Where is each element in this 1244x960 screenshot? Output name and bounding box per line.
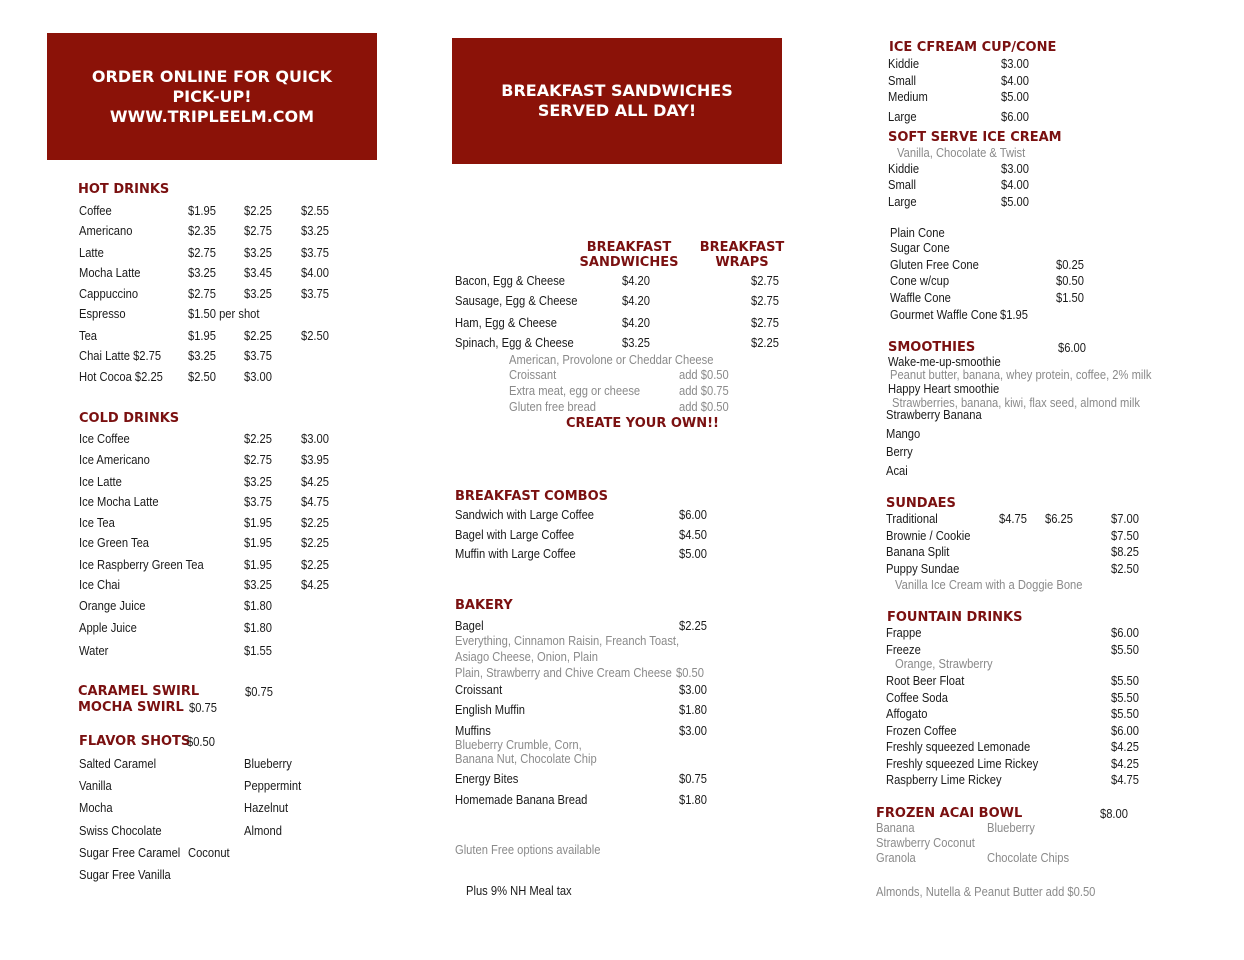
smoothie-desc: Peanut butter, banana, whey protein, coffee, 2% milk (890, 367, 1152, 382)
menu-item-name: Medium (888, 89, 928, 104)
banner-line: ORDER ONLINE FOR QUICK (91, 66, 333, 86)
menu-item-price: $2.50 (1111, 561, 1139, 576)
smoothie-desc: Strawberries, banana, kiwi, flax seed, almond milk (892, 395, 1140, 410)
menu-item-price: $6.00 (1111, 625, 1139, 640)
menu-item-price: $6.00 (1001, 109, 1029, 124)
menu-item-price: $3.00 (244, 369, 272, 384)
menu-item-name: Gluten Free Cone (890, 257, 979, 272)
menu-item-name: Plain Cone (890, 225, 945, 240)
menu-item-name: Freshly squeezed Lemonade (886, 739, 1031, 754)
flavor-item: Salted Caramel (79, 756, 157, 771)
menu-item-price: $3.00 (679, 682, 707, 697)
menu-item-price: $5.50 (1111, 673, 1139, 688)
menu-item-name: Americano (79, 223, 133, 238)
menu-item-price: $1.95 (244, 515, 272, 530)
acai-topping: Granola (876, 850, 916, 865)
addon-price: add $0.50 (679, 367, 729, 382)
menu-item-price: $1.80 (679, 702, 707, 717)
menu-item-price: $2.75 (751, 315, 779, 330)
menu-item-price: $1.50 per shot (188, 306, 260, 321)
menu-item-price: $2.35 (188, 223, 216, 238)
menu-item-price: $3.95 (301, 452, 329, 467)
menu-item-name: Muffins (455, 723, 491, 738)
menu-item-price: $3.25 (301, 223, 329, 238)
menu-item-name: Small (888, 73, 916, 88)
menu-item-name: Mango (886, 426, 921, 441)
menu-item-name: Brownie / Cookie (886, 528, 971, 543)
menu-item-price: $4.20 (622, 273, 650, 288)
flavor-item: Almond (244, 823, 282, 838)
menu-item-price: $1.55 (244, 643, 272, 658)
menu-item-price: $2.75 (751, 293, 779, 308)
menu-item-name: Traditional (886, 511, 938, 526)
menu-item-price: $2.50 (188, 369, 216, 384)
menu-item-price: $4.75 (301, 494, 329, 509)
menu-item-price: $1.80 (679, 792, 707, 807)
menu-item-name: Affogato (886, 706, 928, 721)
menu-item-name: Sandwich with Large Coffee (455, 507, 595, 522)
menu-item-price: $3.25 (188, 348, 216, 363)
menu-item-name: Coffee (79, 203, 112, 218)
menu-item-name: Latte (79, 245, 104, 260)
tax-note: Plus 9% NH Meal tax (466, 883, 572, 898)
addon-price: add $0.50 (679, 399, 729, 414)
muffins-desc: Banana Nut, Chocolate Chip (455, 751, 597, 766)
menu-item-price: $2.75 (244, 452, 272, 467)
menu-item-price: $1.80 (244, 598, 272, 613)
acai-topping: Banana (876, 820, 915, 835)
menu-item-name: Small (888, 177, 916, 192)
menu-item-price: $0.25 (1056, 257, 1084, 272)
menu-item-name: Ice Mocha Latte (79, 494, 159, 509)
menu-item-name: Ice Tea (79, 515, 115, 530)
menu-item-price: $4.00 (1001, 73, 1029, 88)
menu-item-name: Strawberry Banana (886, 407, 982, 422)
menu-item-name: Sausage, Egg & Cheese (455, 293, 578, 308)
banner-line: SERVED ALL DAY! (537, 101, 697, 120)
menu-item-name: Happy Heart smoothie (888, 381, 1000, 396)
menu-item-name: Acai (886, 463, 908, 478)
menu-item-price: $5.50 (1111, 690, 1139, 705)
acai-topping: Blueberry (987, 820, 1035, 835)
menu-item-price: $2.50 (301, 328, 329, 343)
menu-item-name: Banana Split (886, 544, 950, 559)
menu-item-price: $2.55 (301, 203, 329, 218)
menu-item-name: Tea (79, 328, 98, 343)
muffins-desc: Blueberry Crumble, Corn, (455, 737, 582, 752)
menu-item-name: Berry (886, 444, 913, 459)
addon-name: Extra meat, egg or cheese (509, 383, 641, 398)
menu-item-price: $1.95 (188, 328, 216, 343)
acai-topping: Chocolate Chips (987, 850, 1070, 865)
menu-item-name: Coffee Soda (886, 690, 948, 705)
menu-item-price: $3.25 (622, 335, 650, 350)
flavor-shots-heading: FLAVOR SHOTS (79, 734, 191, 749)
menu-item-name: Gourmet Waffle Cone (890, 307, 998, 322)
create-your-own: CREATE YOUR OWN!! (566, 416, 719, 431)
smoothies-heading: SMOOTHIES (888, 340, 976, 355)
menu-item-price: $4.20 (622, 315, 650, 330)
menu-item-name: Homemade Banana Bread (455, 792, 588, 807)
acai-topping: Strawberry Coconut (876, 835, 975, 850)
menu-item-price: $4.75 (999, 511, 1027, 526)
cold-drinks-heading: COLD DRINKS (79, 411, 180, 426)
banner-line: BREAKFAST SANDWICHES (501, 81, 733, 100)
menu-item-name: Raspberry Lime Rickey (886, 772, 1002, 787)
menu-item-price: $3.25 (244, 474, 272, 489)
menu-item-price: $2.25 (751, 335, 779, 350)
menu-item-price: $1.95 (244, 535, 272, 550)
menu-item-name: Root Beer Float (886, 673, 965, 688)
menu-item-name: Croissant (455, 682, 503, 697)
menu-item-name: Large (888, 109, 917, 124)
menu-item-name: Water (79, 643, 109, 658)
menu-item-price: $2.75 (244, 223, 272, 238)
col-header-line: BREAKFAST (699, 240, 785, 255)
menu-item-name: Frozen Coffee (886, 723, 957, 738)
menu-item-price: $2.25 (244, 431, 272, 446)
flavor-item: Blueberry (244, 756, 292, 771)
menu-item-name: Ice Americano (79, 452, 150, 467)
menu-item-price: $5.00 (1001, 89, 1029, 104)
menu-item-price: $4.20 (622, 293, 650, 308)
caramel-swirl-heading: CARAMEL SWIRL (78, 684, 200, 699)
fountain-drinks-heading: FOUNTAIN DRINKS (887, 610, 1023, 625)
addon-price: add $0.75 (679, 383, 729, 398)
menu-item-price: $3.00 (301, 431, 329, 446)
menu-item-name: Chai Latte $2.75 (79, 348, 162, 363)
col-header-line: WRAPS (715, 255, 769, 270)
soft-serve-desc: Vanilla, Chocolate & Twist (897, 145, 1026, 160)
menu-item-name: Large (888, 194, 917, 209)
bagel-desc: Everything, Cinnamon Raisin, Freanch Toast, (455, 633, 680, 648)
menu-item-name: Ice Raspberry Green Tea (79, 557, 204, 572)
menu-item-price: $2.25 (244, 203, 272, 218)
menu-item-price: $5.00 (679, 546, 707, 561)
menu-item-name: Puppy Sundae (886, 561, 960, 576)
menu-item-price: $6.00 (679, 507, 707, 522)
menu-item-name: Freshly squeezed Lime Rickey (886, 756, 1039, 771)
flavor-item: Coconut (188, 845, 230, 860)
menu-item-price: $4.00 (301, 265, 329, 280)
cream-cheese-price: $0.50 (676, 665, 704, 680)
bagel-desc: Asiago Cheese, Onion, Plain (455, 649, 598, 664)
menu-item-price: $2.25 (301, 557, 329, 572)
menu-item-price: $2.75 (188, 245, 216, 260)
soft-serve-heading: SOFT SERVE ICE CREAM (888, 130, 1062, 145)
menu-item-price: $3.45 (244, 265, 272, 280)
sundaes-heading: SUNDAES (886, 496, 956, 511)
menu-item-price: $3.75 (301, 245, 329, 260)
ice-cream-heading: ICE CFREAM CUP/CONE (889, 40, 1057, 55)
menu-item-name: Sugar Cone (890, 240, 950, 255)
mocha-swirl-heading: MOCHA SWIRL (78, 700, 184, 715)
flavor-item: Swiss Chocolate (79, 823, 162, 838)
menu-item-price: $3.75 (301, 286, 329, 301)
menu-item-price: $2.25 (301, 515, 329, 530)
menu-item-price: $0.50 (1056, 273, 1084, 288)
menu-item-name: Hot Cocoa $2.25 (79, 369, 163, 384)
menu-item-price: $1.80 (244, 620, 272, 635)
menu-item-price: $6.25 (1045, 511, 1073, 526)
acai-bowl-price: $8.00 (1100, 806, 1128, 821)
menu-item-name: Bagel with Large Coffee (455, 527, 575, 542)
col-header-line: BREAKFAST (586, 240, 672, 255)
menu-item-price: $3.75 (244, 494, 272, 509)
menu-item-name: Cone w/cup (890, 273, 950, 288)
addon-name: Gluten free bread (509, 399, 597, 414)
menu-item-price: $3.00 (679, 723, 707, 738)
menu-item-name: Mocha Latte (79, 265, 141, 280)
col-header-wraps (694, 240, 790, 270)
menu-item-price: $1.50 (1056, 290, 1084, 305)
menu-item-price: $3.75 (244, 348, 272, 363)
flavor-item: Hazelnut (244, 800, 289, 815)
menu-item-price: $4.00 (1001, 177, 1029, 192)
menu-item-name: Apple Juice (79, 620, 137, 635)
smoothies-price: $6.00 (1058, 340, 1086, 355)
menu-item-price: $2.25 (679, 618, 707, 633)
menu-item-price: $1.95 (188, 203, 216, 218)
menu-item-price: $3.25 (244, 577, 272, 592)
menu-item-name: English Muffin (455, 702, 526, 717)
menu-item-name: Orange Juice (79, 598, 146, 613)
addon-name: Croissant (509, 367, 557, 382)
gluten-free-note: Gluten Free options available (455, 842, 601, 857)
menu-item-price: $7.50 (1111, 528, 1139, 543)
menu-item-name: Freeze (886, 642, 921, 657)
flavor-item: Vanilla (79, 778, 112, 793)
breakfast-combos-heading: BREAKFAST COMBOS (455, 489, 608, 504)
flavor-item: Sugar Free Vanilla (79, 867, 171, 882)
menu-item-price: $4.25 (301, 474, 329, 489)
menu-item-name: Ice Green Tea (79, 535, 150, 550)
menu-item-price: $5.00 (1001, 194, 1029, 209)
menu-item-price: $6.00 (1111, 723, 1139, 738)
menu-item-price: $3.25 (244, 245, 272, 260)
menu-item-name: Wake-me-up-smoothie (888, 354, 1001, 369)
menu-item-price: $4.75 (1111, 772, 1139, 787)
menu-item-name: Kiddie (888, 161, 920, 176)
menu-item-name: Ham, Egg & Cheese (455, 315, 557, 330)
cream-cheese-name: Plain, Strawberry and Chive Cream Cheese (455, 665, 672, 680)
menu-item-name: Spinach, Egg & Cheese (455, 335, 574, 350)
menu-item-name: Ice Latte (79, 474, 122, 489)
menu-item-price: $2.75 (751, 273, 779, 288)
menu-item-name: Waffle Cone (890, 290, 951, 305)
banner-line: WWW.TRIPLEELM.COM (109, 106, 315, 126)
menu-item-price: $3.00 (1001, 56, 1029, 71)
menu-item-price: $2.75 (188, 286, 216, 301)
menu-item-name: Energy Bites (455, 771, 519, 786)
menu-item-price: $5.50 (1111, 642, 1139, 657)
acai-bowl-heading: FROZEN ACAI BOWL (876, 806, 1023, 821)
menu-item-price: $3.25 (188, 265, 216, 280)
mocha-swirl-price: $0.75 (189, 700, 217, 715)
col-header-sandwiches (570, 240, 688, 270)
menu-item-name: Muffin with Large Coffee (455, 546, 576, 561)
menu-item-name: Bacon, Egg & Cheese (455, 273, 566, 288)
menu-item-price: $5.50 (1111, 706, 1139, 721)
menu-item-price: $4.25 (1111, 739, 1139, 754)
order-online-banner (47, 33, 377, 160)
menu-item-price: $3.00 (1001, 161, 1029, 176)
col-header-line: SANDWICHES (579, 255, 679, 270)
flavor-item: Sugar Free Caramel (79, 845, 181, 860)
flavor-item: Mocha (79, 800, 113, 815)
menu-item-price: $4.50 (679, 527, 707, 542)
menu-item-name: Espresso (79, 306, 126, 321)
caramel-swirl-price: $0.75 (245, 684, 273, 699)
hot-drinks-heading: HOT DRINKS (78, 182, 170, 197)
puppy-sundae-desc: Vanilla Ice Cream with a Doggie Bone (895, 577, 1083, 592)
flavor-item: Peppermint (244, 778, 302, 793)
freeze-desc: Orange, Strawberry (895, 656, 993, 671)
menu-item-price: $8.25 (1111, 544, 1139, 559)
menu-item-price: $2.25 (301, 535, 329, 550)
menu-item-price: $7.00 (1111, 511, 1139, 526)
menu-item-name: Ice Chai (79, 577, 121, 592)
menu-item-price: $2.25 (244, 328, 272, 343)
menu-item-name: Frappe (886, 625, 922, 640)
menu-item-name: Cappuccino (79, 286, 139, 301)
banner-line: PICK-UP! (172, 86, 252, 106)
acai-addon-note: Almonds, Nutella & Peanut Butter add $0.50 (876, 884, 1096, 899)
menu-item-price: $4.25 (1111, 756, 1139, 771)
menu-item-name: Ice Coffee (79, 431, 130, 446)
cheese-note: American, Provolone or Cheddar Cheese (509, 352, 714, 367)
menu-item-price: $4.25 (301, 577, 329, 592)
menu-item-price: $1.95 (1000, 307, 1028, 322)
flavor-shots-price: $0.50 (187, 734, 215, 749)
breakfast-banner (452, 38, 782, 164)
menu-item-name: Bagel (455, 618, 484, 633)
bakery-heading: BAKERY (455, 598, 513, 613)
menu-item-price: $3.25 (244, 286, 272, 301)
menu-item-name: Kiddie (888, 56, 920, 71)
menu-item-price: $0.75 (679, 771, 707, 786)
menu-item-price: $1.95 (244, 557, 272, 572)
